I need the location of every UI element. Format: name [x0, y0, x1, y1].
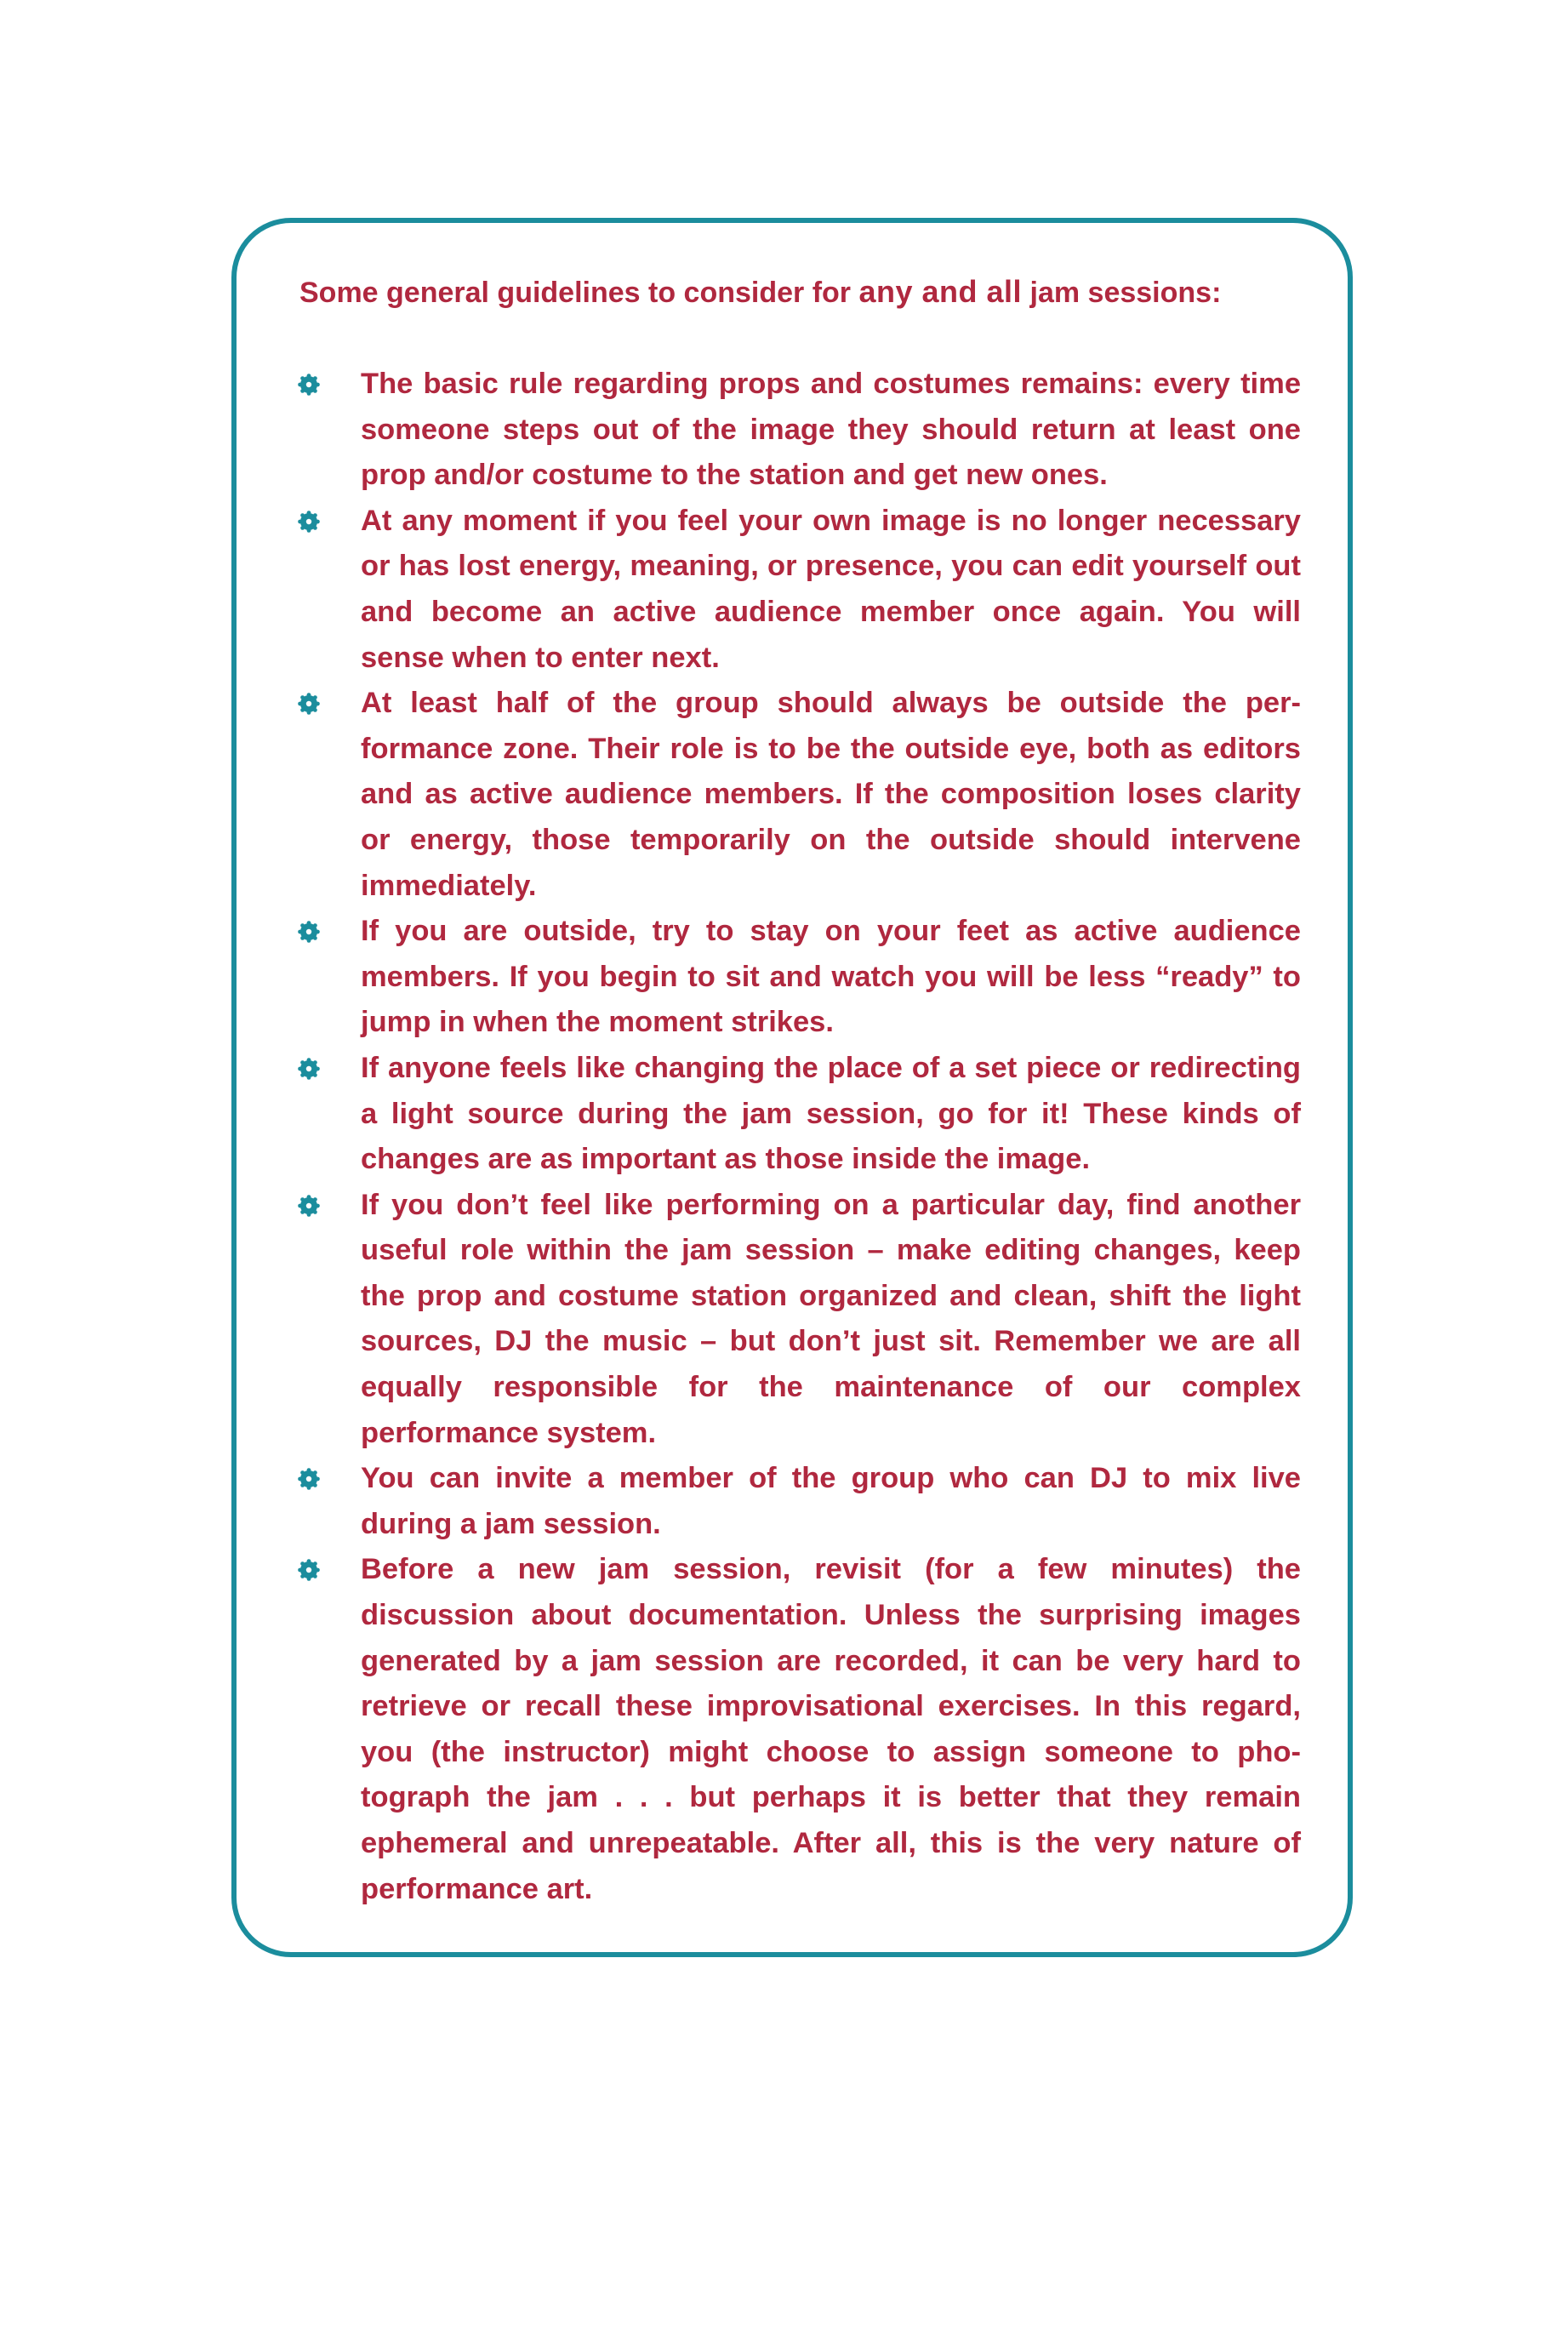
heading-suffix: jam sessions:	[1022, 277, 1222, 309]
guideline-item-7	[293, 1456, 1301, 1547]
gear-bullet-icon	[298, 1195, 320, 1217]
guideline-item-6	[293, 1183, 1301, 1457]
guideline-text: Before a new jam session, revisit (for a few minutes) the discussion about documentation. Unless the surprising images generated by a jam session are recorded, it can be very hard to retrieve or recall these improvisational exercises. In this regard, you (the instructor) might choose to assign someone to photograph the jam . . . but perhaps it is better that they remain ephemeral and unrepeatable. After all, this is the very nature of performance art.	[361, 1553, 1301, 1905]
guideline-item-4	[293, 909, 1301, 1046]
guideline-item-8	[293, 1547, 1301, 1912]
gear-bullet-icon	[298, 1468, 320, 1490]
gear-bullet-icon	[298, 693, 320, 715]
gear-bullet-icon	[298, 511, 320, 533]
guideline-text: If anyone feels like changing the place of a set piece or redirecting a light source during the jam session, go for it! These kinds of changes are as important as those inside the image.	[361, 1051, 1301, 1176]
guideline-item-1	[293, 362, 1301, 499]
guideline-text: At least half of the group should always be outside the performance zone. Their role is to be the outside eye, both as editors and as active audience members. If the composition loses clarity or energy, those temporarily on the outside should intervene immediately.	[361, 687, 1301, 902]
guideline-item-5	[293, 1046, 1301, 1183]
gear-bullet-icon	[298, 1559, 320, 1581]
guideline-text: If you are outside, try to stay on your feet as active audience members. If you begin to sit and watch you will be less “ready” to jump in when the moment strikes.	[361, 915, 1301, 1039]
heading-prefix: Some general guidelines to consider for	[299, 277, 859, 309]
heading-emphasis: any and all	[858, 274, 1023, 309]
guidelines-heading	[299, 271, 1303, 314]
gear-bullet-icon	[298, 921, 320, 943]
gear-bullet-icon	[298, 374, 320, 396]
guideline-item-2	[293, 499, 1301, 681]
gear-bullet-icon	[298, 1058, 320, 1080]
guidelines-list	[293, 362, 1301, 1912]
guideline-text: If you don’t feel like performing on a particular day, find another useful role within the jam session – make editing changes, keep the prop and costume station organized and clean, shift the light sources, DJ the music – but don’t just sit. Remember we are all equally responsible for the maintenance of our complex performance system.	[361, 1188, 1301, 1449]
guideline-text: The basic rule regarding props and costumes remains: every time someone steps out of the image they should return at least one prop and/or costume to the station and get new ones.	[361, 368, 1301, 492]
guideline-text: At any moment if you feel your own image is no longer necessary or has lost energy, meaning, or presence, you can edit yourself out and become an active audience member once again. You will sense when to enter next.	[361, 504, 1301, 674]
guideline-item-3	[293, 681, 1301, 909]
guideline-text: You can invite a member of the group who can DJ to mix live during a jam session.	[361, 1462, 1301, 1540]
